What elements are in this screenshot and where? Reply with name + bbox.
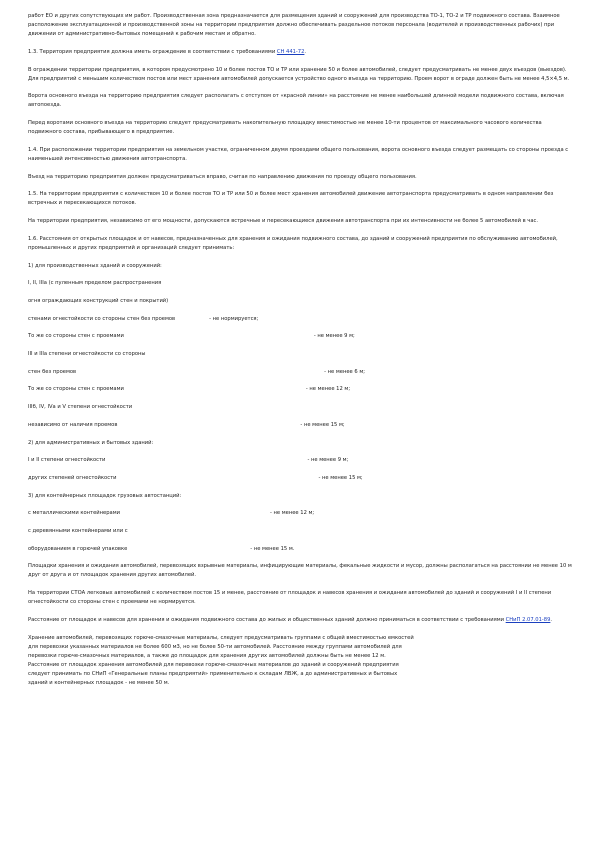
- paragraph-hazard-storage: Площадки хранения и ожидания автомобилей, перевозящих взрывные материалы, инфицирующие материалы, фекальные жидкости и мусор, должны располагаться на расстоянии не менее 10 м друг от друга и от площадок хранения других автомобилей.: [28, 563, 572, 579]
- distance-row: [28, 474, 572, 483]
- paragraph-1-6: 1.6. Расстояния от открытых площадок и от навесов, предназначенных для хранения и ожидания подвижного состава, до зданий и сооружений предприятия по обслуживанию автомобилей, промышленных и других предприятий и организаций следует принимать:: [28, 235, 558, 251]
- distance-value: - не менее 6 м;: [324, 368, 366, 375]
- paragraph-stoa: На территории СТОА легковых автомобилей с количеством постов 15 и менее, расстояние от площадок и навесов хранения и ожидания автомобилей до зданий и сооружений I и II степени огнестойкости со стороны стен с проемами не нормируется.: [28, 590, 552, 606]
- distance-value: - не менее 12 м;: [305, 386, 351, 393]
- distance-value: - не нормируется;: [209, 315, 259, 322]
- link-snip-2-07-01-89[interactable]: СНиП 2.07.01-89: [505, 616, 551, 623]
- paragraph-gates: Ворота основного въезда на территорию предприятия следует располагать с отступом от «красной линии» на расстояние не менее наибольшей длинной модели подвижного состава, включая автопоезда.: [28, 93, 564, 109]
- paragraph-oncoming-traffic: На территории предприятия, независимо от его мощности, допускаются встречные и пересекающиеся движения автотранспорта при их интенсивности не более 5 автомобилей в час.: [28, 218, 539, 225]
- distance-row: [28, 315, 572, 324]
- paragraph-storage-area: Перед воротами основного въезда на территорию следует предусматривать накопительную площадку вместимостью не менее 10-ти процентов от максимального часового количества подвижного состава, прибывающего в предприятие.: [28, 120, 542, 136]
- item-container-sites: 3) для контейнерных площадок грузовых автостанций:: [28, 492, 182, 499]
- paragraph-residential-text: Расстояние от площадок и навесов для хранения и ожидания подвижного состава до жилых и общественных зданий должно приниматься в соответствии с требованиями: [28, 616, 506, 623]
- distance-row: [28, 456, 572, 465]
- distance-label: независимо от наличия проемов: [28, 421, 118, 428]
- fuel-line: перевозки горюче-смазочных материалов, а также до площадок для хранения других автомобилей должны быть не менее 12 м.: [28, 652, 386, 659]
- paragraph-zones: работ ЕО и других сопутствующих им работ. Производственная зона предназначается для размещения зданий и сооружений для производства ТО-1, ТО-2 и ТР подвижного состава. Взаимное расположение эксплуатационной и производственной зоны на территории предприятия должно обеспечивать раздельное потоков персонала (водителей и производственных рабочих) при движении от административно-бытовых помещений к рабочим местам и обратно.: [28, 13, 560, 38]
- distance-value: - не менее 9 м;: [307, 457, 349, 464]
- distance-value: - не менее 15 м;: [300, 421, 345, 428]
- distance-row: [28, 385, 572, 394]
- paragraph-1-3-end: .: [304, 48, 307, 55]
- distance-value: - не менее 15 м;: [318, 474, 363, 481]
- distance-label: I и II степени огнестойкости: [28, 457, 106, 464]
- distance-value: - не менее 15 м.: [250, 545, 295, 552]
- fuel-line: следует принимать по СНиП «Генеральные планы предприятий» применительно к складам ЛВЖ, а до административных и бытовых: [28, 670, 398, 677]
- paragraph-1-4: 1.4. При расположении территории предприятия на земельном участке, ограниченном двумя проездами общего пользования, ворота основного въезда следует размещать со стороны проезда с наименьшей интенсивностью движения автотранспорта.: [28, 146, 569, 162]
- distance-row: [28, 332, 572, 341]
- item-fire-class-3: III и IIIа степени огнестойкости со стороны: [28, 351, 146, 358]
- fuel-line: Хранение автомобилей, перевозящих горюче-смазочные материалы, следует предусматривать группами с общей вместимостью емкостей: [28, 634, 414, 641]
- paragraph-1-3-text: 1.3. Территория предприятия должна иметь ограждение в соответствии с требованиями: [28, 48, 277, 55]
- distance-label: стен без проемов: [28, 368, 77, 375]
- distance-row: [28, 509, 572, 518]
- item-industrial-buildings: 1) для производственных зданий и сооружений:: [28, 262, 162, 269]
- distance-row: [28, 368, 572, 377]
- distance-label: с металлическими контейнерами: [28, 510, 120, 517]
- fuel-line: зданий и контейнерных площадок - не менее 50 м.: [28, 680, 170, 687]
- document-body: [28, 12, 572, 688]
- link-sn-441-72[interactable]: СН 441-72: [276, 48, 305, 55]
- paragraph-fuel-transport: [28, 634, 572, 689]
- distance-label: То же со стороны стен с проемами: [28, 333, 124, 340]
- distance-label: других степеней огнестойкости: [28, 474, 117, 481]
- paragraph-1-3: [28, 48, 572, 57]
- distance-label: оборудованием в горючей упаковке: [28, 545, 128, 552]
- distance-value: - не менее 9 м;: [313, 333, 355, 340]
- fuel-line: Расстояние от площадок хранения автомобилей для перевозки горюче-смазочных материалов до зданий и сооружений предприятия: [28, 661, 399, 668]
- item-wooden-containers: с деревянными контейнерами или с: [28, 527, 128, 534]
- paragraph-entry-right: Въезд на территорию предприятия должен предусматриваться вправо, считая по направлению движения по проезду общего пользования.: [28, 173, 417, 180]
- item-fire-class-1: I, II, IIIа (с пуленным пределом распространения: [28, 280, 162, 287]
- item-fire-class-1-cont: огня ограждающих конструкций стен и покрытий): [28, 298, 169, 304]
- paragraph-residential-distance: [28, 616, 572, 625]
- paragraph-entrances: В ограждении территории предприятия, в котором предусмотрено 10 и более постов ТО и ТР или хранение 50 и более автомобилей, следует предусматривать не менее двух въездов (выездов). Для предприятий с меньшим количеством постов или мест хранения автомобилей допускается устройство одного въезда на территорию. Проем ворот в ограде должен быть не менее 4,5×4,5 м.: [28, 66, 570, 82]
- distance-row: [28, 421, 572, 430]
- distance-label: стенами огнестойкости со стороны стен без проемов: [28, 315, 176, 322]
- item-fire-class-3b: IIIб, IV, IVа и V степени огнестойкости: [28, 404, 133, 411]
- distance-value: - не менее 12 м;: [269, 510, 315, 517]
- item-admin-buildings: 2) для административных и бытовых зданий:: [28, 439, 154, 446]
- paragraph-1-5: 1.5. На территории предприятия с количеством 10 и более постов ТО и ТР или 50 и более мест хранения автомобилей движение автотранспорта предусматривать в одном направлении без встречных и пересекающихся потоков.: [28, 191, 554, 207]
- fuel-line: для перевозки указанных материалов не более 600 м3, но не более 50-ти автомобилей. Расстояние между группами автомобилей для: [28, 643, 402, 650]
- distance-label: То же со стороны стен с проемами: [28, 386, 124, 393]
- paragraph-residential-end: .: [550, 616, 553, 623]
- distance-row: [28, 545, 572, 554]
